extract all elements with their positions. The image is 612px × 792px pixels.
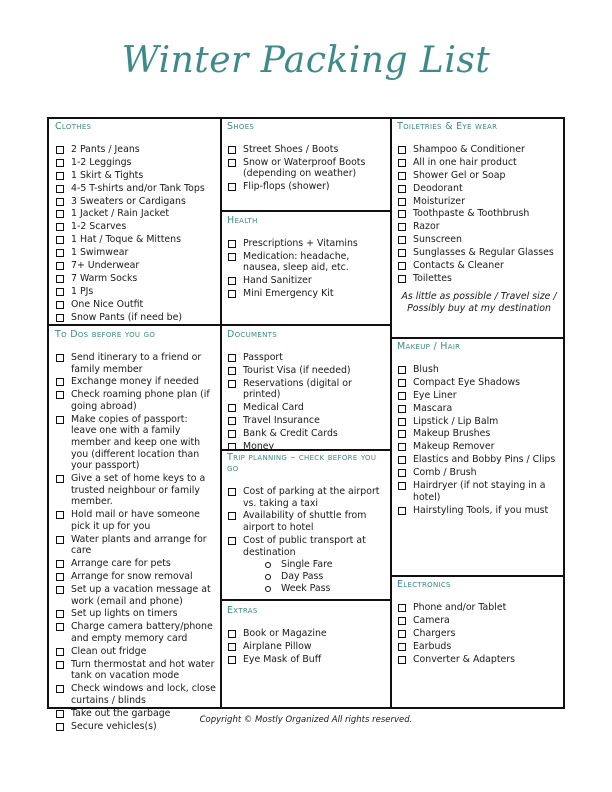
checklist-item-label: Earbuds (413, 640, 452, 652)
section-makeup (391, 341, 565, 517)
checklist-item (227, 441, 386, 453)
checklist-item-label: Shampoo & Conditioner (413, 144, 525, 155)
checklist-item-label: Toothpaste & Toothbrush (413, 208, 530, 220)
checkbox-icon[interactable] (56, 236, 64, 244)
checkbox-icon[interactable] (228, 643, 236, 651)
circle-bullet-icon (265, 574, 271, 580)
checklist-item-label: Mini Emergency Kit (243, 288, 334, 300)
checklist-item-label: Shower Gel or Soap (413, 169, 506, 181)
checklist-item (397, 441, 561, 453)
checkbox-icon[interactable] (398, 262, 406, 270)
checkbox-icon[interactable] (56, 536, 64, 544)
checklist-item (55, 584, 216, 607)
checklist-item-label: 1 Skirt & Tights (71, 169, 144, 181)
checkbox-icon[interactable] (398, 430, 406, 438)
checkbox-icon[interactable] (398, 456, 406, 464)
checkbox-icon[interactable] (228, 146, 236, 154)
checklist-item-label: 1 Jacket / Rain Jacket (71, 208, 170, 220)
checkbox-icon[interactable] (56, 416, 64, 424)
checklist-item (55, 260, 216, 272)
checklist-item (55, 389, 216, 412)
checklist-item (55, 646, 216, 658)
checklist-item-label: Razor (413, 221, 440, 233)
checklist-item-label: Set up lights on timers (71, 608, 178, 620)
checklist-item (55, 608, 216, 620)
checkbox-icon[interactable] (398, 236, 406, 244)
checklist-item-label: Airplane Pillow (243, 640, 312, 652)
checkbox-icon[interactable] (56, 661, 64, 669)
checkbox-icon[interactable] (228, 290, 236, 298)
checklist-item-label: Compact Eye Shadows (413, 376, 521, 388)
checkbox-icon[interactable] (398, 210, 406, 218)
checklist-item-label: Comb / Brush (413, 467, 477, 479)
checklist (227, 352, 386, 453)
checklist-item-label: Medication: headache, nausea, sleep aid, etc. (243, 250, 350, 274)
checklist-item (55, 683, 216, 706)
checklist-item (55, 534, 216, 557)
section-title: Trip planning – check before you go (227, 452, 377, 474)
checklist-item-label: Reservations (digital or printed) (243, 377, 352, 401)
checklist-item-label: 4-5 T-shirts and/or Tank Tops (71, 182, 205, 194)
checklist-item-label: Money (243, 440, 275, 452)
checklist-item (55, 208, 216, 220)
checklist-item-label: Chargers (413, 627, 456, 639)
checklist-item-label: Book or Magazine (243, 628, 327, 639)
checkbox-icon[interactable] (228, 630, 236, 638)
checkbox-icon[interactable] (228, 159, 236, 167)
checklist-item (397, 602, 561, 614)
checklist-item (397, 454, 561, 466)
checkbox-icon[interactable] (56, 475, 64, 483)
section-clothes (49, 121, 220, 324)
checklist-item (55, 196, 216, 208)
section-electronics (391, 579, 565, 666)
checklist (227, 628, 386, 665)
checklist-item (227, 628, 386, 640)
checkbox-icon[interactable] (56, 314, 64, 322)
checkbox-icon[interactable] (56, 223, 64, 231)
checklist (55, 144, 216, 323)
checkbox-icon[interactable] (56, 249, 64, 257)
checklist-item-label: Hairstyling Tools, if you must (413, 504, 549, 516)
sub-item (265, 559, 386, 571)
checklist-item (227, 535, 386, 558)
checklist-item-label: Lipstick / Lip Balm (413, 415, 499, 427)
checklist-item-label: Make copies of passport: leave one with a family member and keep one with you (different location than your passport) (71, 413, 201, 472)
checkbox-icon[interactable] (56, 610, 64, 618)
checklist-item-label: Prescriptions + Vitamins (243, 238, 358, 249)
checklist-item-label: Sunscreen (413, 234, 462, 246)
checkbox-icon[interactable] (398, 185, 406, 193)
checklist-item-label: Medical Card (243, 402, 304, 414)
checklist-item (55, 352, 216, 375)
section-health (221, 215, 390, 301)
checkbox-icon[interactable] (228, 367, 236, 375)
checklist-item (397, 480, 561, 503)
checklist-item-label: Exchange money if needed (71, 376, 199, 388)
checkbox-icon[interactable] (56, 185, 64, 193)
checkbox-icon[interactable] (228, 430, 236, 438)
checkbox-icon[interactable] (228, 537, 236, 545)
checklist-item (397, 234, 561, 246)
checklist-item (397, 505, 561, 517)
checkbox-icon[interactable] (56, 159, 64, 167)
checklist-item (227, 641, 386, 653)
checklist-item-label: 2 Pants / Jeans (71, 144, 140, 155)
section-extras (221, 605, 390, 667)
checklist-item-label: Secure vehicles(s) (71, 720, 157, 732)
checklist-item (55, 621, 216, 644)
checklist-item-label: Makeup Remover (413, 441, 495, 453)
section-title: Electronics (397, 579, 451, 590)
checklist-item (55, 414, 216, 472)
checklist-item-label: Take out the garbage (71, 707, 171, 719)
checklist-item (55, 376, 216, 388)
section-title: Documents (227, 329, 277, 340)
checklist-item (55, 247, 216, 259)
checklist-item (397, 144, 561, 156)
checkbox-icon[interactable] (398, 172, 406, 180)
checklist-item (397, 196, 561, 208)
checklist-item (227, 486, 386, 509)
sub-item (265, 583, 386, 595)
section-title: Clothes (55, 121, 92, 132)
checklist-item-label: Availability of shuttle from airport to hotel (243, 510, 367, 534)
checklist-item-label: Elastics and Bobby Pins / Clips (413, 454, 556, 466)
checklist-item-label: Give a set of home keys to a trusted neighbour or family member. (71, 473, 206, 508)
checkbox-icon[interactable] (228, 253, 236, 261)
checklist-item-label: Flip-flops (shower) (243, 181, 330, 193)
checkbox-icon[interactable] (398, 443, 406, 451)
checklist-item-label: Hand Sanitizer (243, 275, 312, 287)
checkbox-icon[interactable] (56, 623, 64, 631)
checkbox-icon[interactable] (56, 391, 64, 399)
checklist-item (397, 428, 561, 440)
checklist (227, 144, 386, 193)
checkbox-icon[interactable] (398, 643, 406, 651)
copyright-notice: Copyright © Mostly Organized All rights reserved. (199, 715, 413, 725)
checklist (397, 602, 561, 665)
section-title: Shoes (227, 121, 255, 132)
checkbox-icon[interactable] (228, 404, 236, 412)
checkbox-icon[interactable] (398, 366, 406, 374)
checkbox-icon[interactable] (228, 656, 236, 664)
checkbox-icon[interactable] (56, 573, 64, 581)
checklist-item (397, 628, 561, 640)
checklist-item (397, 403, 561, 415)
section-note: As little as possible / Travel size / Possibly buy at my destination (401, 290, 557, 314)
checklist-item-label: Check roaming phone plan (if going abroad) (71, 389, 210, 412)
checklist-item (55, 183, 216, 195)
checklist-item (55, 299, 216, 311)
checklist-item (55, 571, 216, 583)
checklist-item (227, 181, 386, 193)
checkbox-icon[interactable] (398, 159, 406, 167)
checklist-item (397, 183, 561, 195)
checkbox-icon[interactable] (398, 507, 406, 515)
checkbox-icon[interactable] (398, 392, 406, 400)
checklist-item (397, 615, 561, 627)
checklist-item (397, 247, 561, 259)
sub-item-label: Week Pass (281, 582, 331, 594)
checklist-item (55, 170, 216, 182)
checklist-item (55, 157, 216, 169)
checklist-item-label: Hairdryer (if not staying in a hotel) (413, 480, 546, 503)
row-divider (220, 210, 391, 212)
checklist-item (227, 365, 386, 377)
checklist-item-label: 1 PJs (71, 285, 94, 297)
checklist-item-label: Water plants and arrange for care (71, 533, 207, 557)
checklist-item-label: 3 Sweaters or Cardigans (71, 195, 186, 207)
checkbox-icon[interactable] (398, 617, 406, 625)
checkbox-icon[interactable] (228, 512, 236, 520)
checklist-item (55, 558, 216, 570)
checkbox-icon[interactable] (56, 560, 64, 568)
checkbox-icon[interactable] (398, 198, 406, 206)
checklist-item (397, 170, 561, 182)
checklist-item-label: Passport (243, 352, 283, 363)
checklist-item (227, 238, 386, 250)
checkbox-icon[interactable] (56, 172, 64, 180)
checklist-item (227, 654, 386, 666)
section-documents (221, 329, 390, 454)
checklist (227, 238, 386, 300)
checkbox-icon[interactable] (56, 146, 64, 154)
section-trip (221, 452, 390, 594)
sub-item-label: Day Pass (281, 571, 324, 583)
checklist-item-label: Set up a vacation message at work (email and phone) (71, 583, 211, 607)
section-title: To Dos before you go (55, 329, 156, 340)
checkbox-icon[interactable] (56, 262, 64, 270)
checklist-item (397, 390, 561, 402)
checklist-item-label: Sunglasses & Regular Glasses (413, 247, 554, 259)
checklist-item-label: Eye Liner (413, 389, 457, 401)
checklist (397, 364, 561, 516)
checklist-item (397, 208, 561, 220)
checklist-item-label: Snow or Waterproof Boots (depending on weather) (243, 156, 366, 180)
checklist-item-label: Cost of public transport at destination (243, 534, 366, 558)
checkbox-icon[interactable] (398, 223, 406, 231)
checklist-item (55, 659, 216, 682)
checklist-item-label: Eye Mask of Buff (243, 653, 322, 665)
checkbox-icon[interactable] (398, 249, 406, 257)
checklist-item-label: Mascara (413, 402, 453, 414)
row-divider (390, 575, 565, 577)
checklist-item (55, 286, 216, 298)
checklist-item (227, 144, 386, 156)
checklist-item-label: Check windows and lock, close curtains / blinds (71, 683, 216, 706)
checklist-item-label: 1 Hat / Toque & Mittens (71, 234, 181, 246)
checklist-item (397, 654, 561, 666)
checklist-item (227, 157, 386, 180)
row-divider (220, 599, 391, 601)
checklist-item-label: One Nice Outfit (71, 298, 144, 310)
checklist-item-label: Moisturizer (413, 195, 465, 207)
checkbox-icon[interactable] (398, 630, 406, 638)
section-title: Makeup / Hair (397, 341, 461, 352)
checklist-item (397, 157, 561, 169)
checkbox-icon[interactable] (228, 240, 236, 248)
checklist-item (397, 377, 561, 389)
checklist-item (227, 251, 386, 274)
checklist-item (227, 378, 386, 401)
checklist-item-label: Camera (413, 614, 450, 626)
checklist-item-label: Street Shoes / Boots (243, 144, 339, 155)
checkbox-icon[interactable] (398, 482, 406, 490)
checkbox-icon[interactable] (228, 277, 236, 285)
checklist-item-label: Converter & Adapters (413, 653, 516, 665)
checklist-item-label: Contacts & Cleaner (413, 260, 504, 272)
checklist-item-label: Cost of parking at the airport vs. taking a taxi (243, 486, 380, 509)
section-title: Extras (227, 605, 258, 616)
section-todos (49, 329, 220, 733)
checkbox-icon[interactable] (398, 656, 406, 664)
checkbox-icon[interactable] (56, 301, 64, 309)
checklist-item-label: Deodorant (413, 182, 463, 194)
checklist-item (227, 288, 386, 300)
checkbox-icon[interactable] (56, 378, 64, 386)
checkbox-icon[interactable] (398, 379, 406, 387)
checklist-item-label: Turn thermostat and hot water tank on vacation mode (71, 658, 215, 682)
section-title: Toiletries & Eye wear (397, 121, 498, 132)
checklist-item-label: Travel Insurance (243, 415, 320, 427)
checklist-item-label: 7 Warm Socks (71, 272, 138, 284)
row-divider (390, 337, 565, 339)
checkbox-icon[interactable] (56, 648, 64, 656)
circle-bullet-icon (265, 586, 271, 592)
checklist-item (55, 473, 216, 508)
checklist-item (227, 415, 386, 427)
checklist-item (397, 273, 561, 285)
checkbox-icon[interactable] (56, 354, 64, 362)
checkbox-icon[interactable] (56, 511, 64, 519)
checklist-item-label: Blush (413, 364, 439, 375)
checklist-item (227, 275, 386, 287)
checklist-item (397, 260, 561, 272)
checkbox-icon[interactable] (56, 210, 64, 218)
checklist-item-label: Arrange care for pets (71, 558, 171, 570)
checkbox-icon[interactable] (228, 354, 236, 362)
checklist-item-label: Send itinerary to a friend or family member (71, 352, 202, 375)
checklist-item (55, 221, 216, 233)
checklist-item (397, 221, 561, 233)
checklist-item-label: Clean out fridge (71, 645, 147, 657)
checkbox-icon[interactable] (398, 275, 406, 283)
row-divider (220, 324, 391, 326)
page-title: Winter Packing List (121, 40, 491, 81)
checklist-item-label: Phone and/or Tablet (413, 602, 507, 613)
checklist-item-label: Hold mail or have someone pick it up for you (71, 509, 200, 532)
checklist (55, 352, 216, 732)
sub-list (227, 559, 386, 594)
checklist (397, 144, 561, 285)
checkbox-icon[interactable] (228, 380, 236, 388)
checklist-item-label: Charge camera battery/phone and empty memory card (71, 621, 213, 644)
checkbox-icon[interactable] (398, 405, 406, 413)
checkbox-icon[interactable] (228, 183, 236, 191)
checklist-item-label: Bank & Credit Cards (243, 428, 338, 440)
checkbox-icon[interactable] (228, 417, 236, 425)
checklist-item (397, 416, 561, 428)
checklist-item-label: All in one hair product (413, 156, 517, 168)
checkbox-icon[interactable] (398, 418, 406, 426)
checkbox-icon[interactable] (228, 488, 236, 496)
checklist-item (55, 273, 216, 285)
checklist-item-label: 1-2 Scarves (71, 221, 127, 233)
section-toiletries (391, 121, 565, 315)
checkbox-icon[interactable] (398, 604, 406, 612)
checklist-item (397, 364, 561, 376)
checkbox-icon[interactable] (56, 586, 64, 594)
checklist-item (227, 402, 386, 414)
checkbox-icon[interactable] (56, 198, 64, 206)
checkbox-icon[interactable] (56, 275, 64, 283)
checklist (227, 486, 386, 558)
section-shoes (221, 121, 390, 194)
checkbox-icon[interactable] (56, 685, 64, 693)
checklist-item (55, 312, 216, 324)
checklist-item (55, 509, 216, 532)
sub-item (265, 571, 386, 583)
checklist-item (55, 144, 216, 156)
checklist-item-label: Tourist Visa (if needed) (243, 364, 351, 376)
checkbox-icon[interactable] (228, 443, 236, 451)
checklist-item-label: 1-2 Leggings (71, 156, 132, 168)
checklist-item-label: Arrange for snow removal (71, 571, 193, 583)
checklist-item-label: 7+ Underwear (71, 260, 140, 272)
checkbox-icon[interactable] (398, 146, 406, 154)
checkbox-icon[interactable] (56, 288, 64, 296)
checklist-item-label: Toilettes (413, 272, 452, 284)
checklist-item-label: Makeup Brushes (413, 428, 491, 440)
checklist-item (397, 641, 561, 653)
checklist-item-label: Snow Pants (if need be) (71, 311, 183, 323)
checklist-item (227, 510, 386, 533)
checklist-item (397, 467, 561, 479)
sub-item-label: Single Fare (281, 559, 333, 571)
checklist-item-label: 1 Swimwear (71, 247, 129, 259)
checklist-item (227, 352, 386, 364)
section-title: Health (227, 215, 258, 226)
circle-bullet-icon (265, 562, 271, 568)
checkbox-icon[interactable] (398, 469, 406, 477)
checklist-item (55, 234, 216, 246)
checklist-item (227, 428, 386, 440)
